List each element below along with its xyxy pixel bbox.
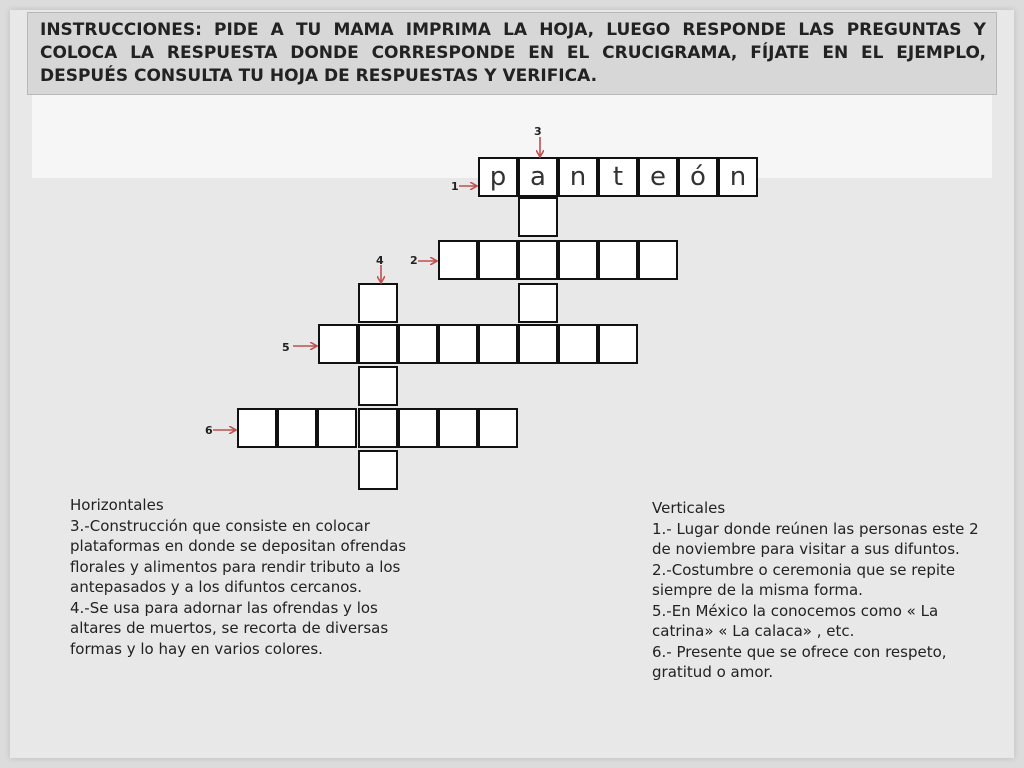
clue-number-5: 5: [282, 341, 290, 354]
clue-2: 2.-Costumbre o ceremonia que se repite siempre de la misma forma.: [652, 560, 956, 599]
crossword-cell[interactable]: ó: [678, 157, 718, 197]
clue-1: 1.- Lugar donde reúnen las personas este 2 de noviembre para visitar a sus difuntos.: [652, 519, 979, 558]
clue-number-1: 1: [451, 180, 459, 193]
crossword-cell[interactable]: a: [518, 157, 558, 197]
crossword-cell[interactable]: t: [598, 157, 638, 197]
crossword-cell[interactable]: e: [638, 157, 678, 197]
clue-number-3: 3: [534, 125, 542, 138]
clue-6: 6.- Presente que se ofrece con respeto, gratitud o amor.: [652, 642, 947, 681]
crossword-cell[interactable]: n: [558, 157, 598, 197]
clue-number-2: 2: [410, 254, 418, 267]
clue-5: 5.-En México la conocemos como « La catrina» « La calaca» , etc.: [652, 601, 939, 640]
clue-number-4: 4: [376, 254, 384, 267]
crossword-cell[interactable]: n: [718, 157, 758, 197]
crossword-cell[interactable]: p: [478, 157, 518, 197]
clue-4: 4.-Se usa para adornar las ofrendas y los altares de muertos, se recorta de diversas formas y lo hay en varios colores.: [70, 598, 389, 658]
verticales-title: Verticales: [652, 499, 726, 517]
instructions-box: INSTRUCCIONES: PIDE A TU MAMA IMPRIMA LA HOJA, LUEGO RESPONDE LAS PREGUNTAS Y COLOCA LA RESPUESTA DONDE CORRESPONDE EN EL CRUCIGRAMA, FÍJATE EN EL EJEMPLO, DESPUÉS CONSULTA TU HOJA DE RESPUESTAS Y VERIFICA.: [27, 12, 997, 95]
verticales-clues: [652, 498, 987, 683]
horizontales-clues: [70, 495, 430, 659]
clue-number-6: 6: [205, 424, 213, 437]
horizontales-title: Horizontales: [70, 496, 164, 514]
clue-3: 3.-Construcción que consiste en colocar plataformas en donde se depositan ofrendas florales y alimentos para rendir tributo a los antepasados y a los difuntos cercanos.: [70, 516, 407, 596]
